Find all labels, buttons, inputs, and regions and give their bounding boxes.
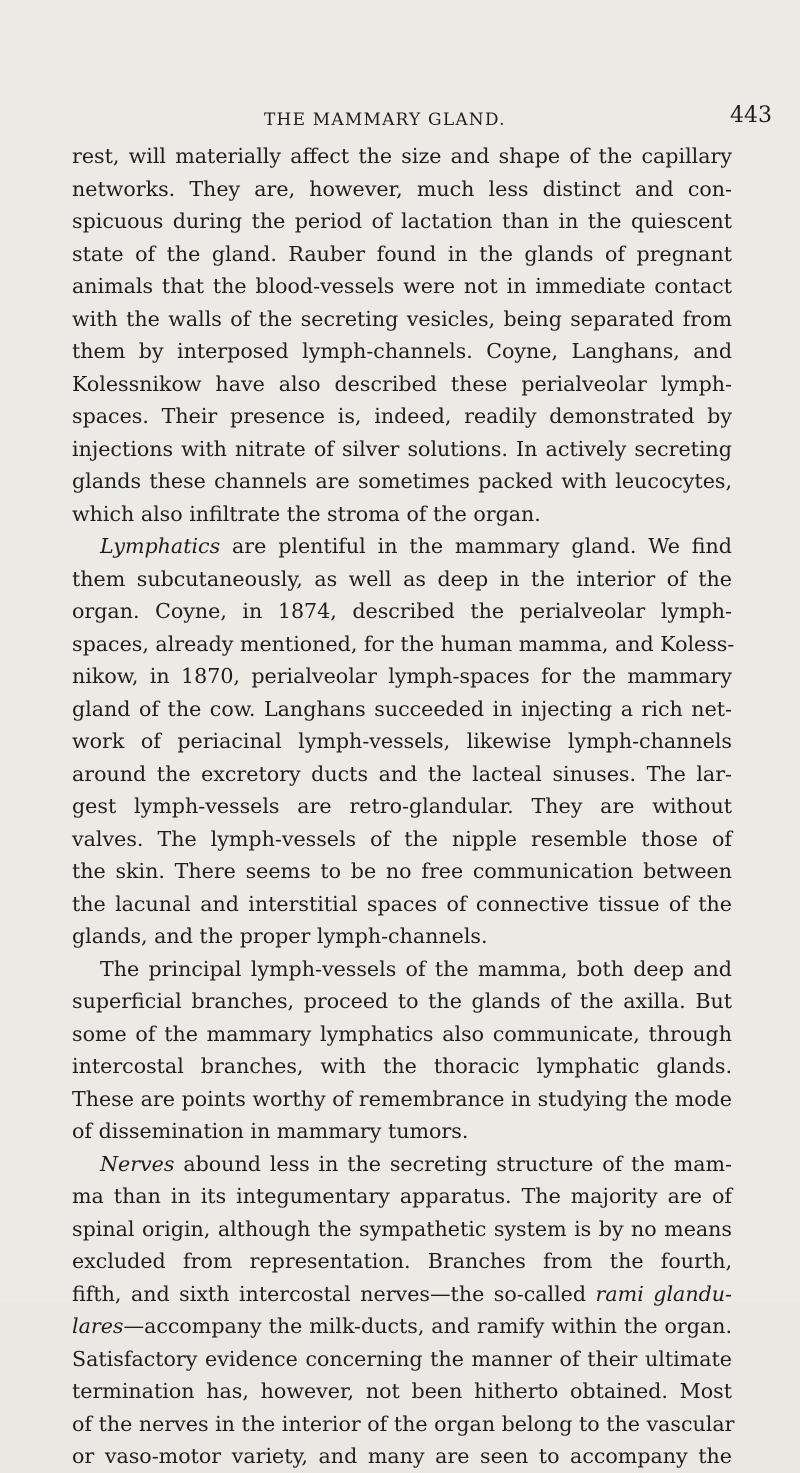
- text-line: intercostal branches, with the thoracic lymphatic glands.: [72, 1054, 732, 1078]
- text-line: injections with nitrate of silver solutions. In actively secreting: [72, 436, 732, 461]
- text-line: lares—accompany the milk-ducts, and ramify within the organ.: [72, 1314, 732, 1338]
- text-line: spaces. Their presence is, indeed, readily demonstrated by: [72, 404, 732, 428]
- text-line: gland of the cow. Langhans succeeded in injecting a rich net-: [72, 696, 732, 721]
- text-line: glands these channels are sometimes packed with leucocytes,: [72, 469, 732, 493]
- text-line: superficial branches, proceed to the glands of the axilla. But: [72, 989, 732, 1013]
- text-line: work of periacinal lymph-vessels, likewise lymph-channels: [72, 729, 732, 753]
- text-line: spicuous during the period of lactation than in the quiescent: [72, 209, 732, 233]
- text-line: rest, will materially affect the size and shape of the capillary: [72, 144, 732, 168]
- page-number: 443: [730, 103, 772, 128]
- text-line: Satisfactory evidence concerning the manner of their ultimate: [72, 1346, 732, 1371]
- text-line: of dissemination in mammary tumors.: [72, 1119, 469, 1143]
- text-line: termination has, however, not been hitherto obtained. Most: [72, 1379, 732, 1403]
- text-line: the lacunal and interstitial spaces of connective tissue of the: [72, 891, 732, 916]
- text-line: glands, and the proper lymph-channels.: [72, 924, 488, 948]
- text-line: excluded from representation. Branches from the fourth,: [72, 1249, 732, 1273]
- text-line: with the walls of the secreting vesicles, being separated from: [72, 306, 732, 331]
- text-line: Kolessnikow have also described these perialveolar lymph-: [72, 371, 732, 396]
- text-line: networks. They are, however, much less distinct and con-: [72, 176, 732, 201]
- text-line: animals that the blood-vessels were not in immediate contact: [72, 274, 732, 298]
- lymphatics-heading: Lymphatics: [100, 534, 221, 558]
- text-line: valves. The lymph-vessels of the nipple resemble those of: [72, 826, 732, 851]
- text-line: of the nerves in the interior of the organ belong to the vascular: [72, 1411, 735, 1436]
- nerves-heading: Nerves: [100, 1151, 175, 1176]
- running-header: THE MAMMARY GLAND.: [264, 110, 506, 130]
- text-line: them subcutaneously, as well as deep in the interior of the: [72, 566, 732, 591]
- text-line: spinal origin, although the sympathetic system is by no means: [72, 1216, 732, 1241]
- text-line: Lymphatics are plentiful in the mammary gland. We find: [100, 534, 732, 558]
- text-line: The principal lymph-vessels of the mamma, both deep and: [100, 956, 732, 981]
- text-line: nikow, in 1870, perialveolar lymph-spaces for the mammary: [72, 664, 732, 688]
- text-line: fifth, and sixth intercostal nerves—the so-called rami glandu-: [72, 1281, 732, 1306]
- text-line: some of the mammary lymphatics also communicate, through: [72, 1021, 732, 1046]
- text-line: gest lymph-vessels are retro-glandular. They are without: [72, 794, 732, 818]
- text-line: them by interposed lymph-channels. Coyne, Langhans, and: [72, 339, 732, 363]
- text-line: ma than in its integumentary apparatus. The majority are of: [72, 1184, 732, 1208]
- text-line: These are points worthy of remembrance in studying the mode: [72, 1086, 732, 1111]
- text-line: state of the gland. Rauber found in the glands of pregnant: [72, 241, 732, 266]
- text-line: Nerves abound less in the secreting structure of the mam-: [100, 1151, 732, 1176]
- text-line: which also infiltrate the stroma of the organ.: [72, 501, 541, 526]
- body-text: [72, 140, 735, 1473]
- text-line: around the excretory ducts and the lacteal sinuses. The lar-: [72, 761, 732, 786]
- text-line: the skin. There seems to be no free communication between: [72, 859, 732, 883]
- text-line: spaces, already mentioned, for the human mamma, and Koless-: [72, 631, 735, 656]
- text-line: or vaso-motor variety, and many are seen to accompany the: [72, 1444, 732, 1468]
- text-line: organ. Coyne, in 1874, described the perialveolar lymph-: [72, 599, 732, 623]
